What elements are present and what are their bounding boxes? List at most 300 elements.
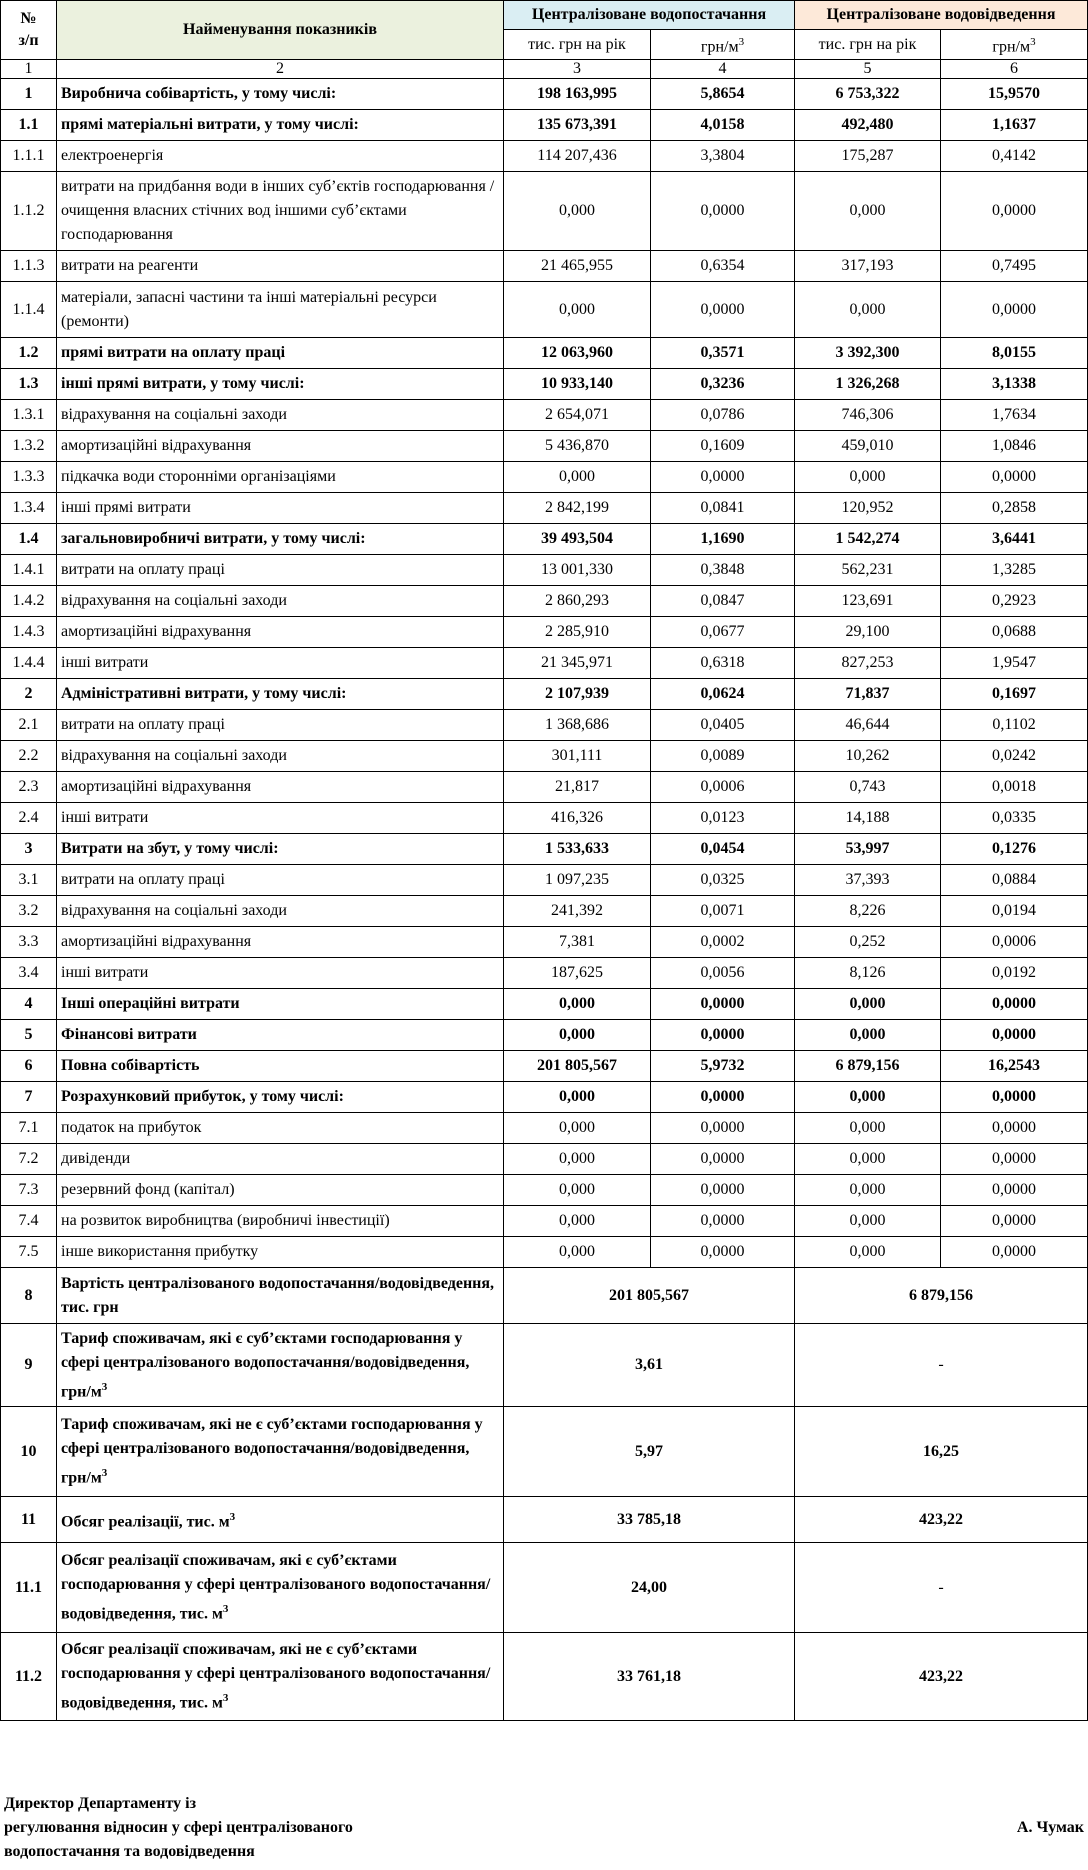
table-row [1, 172, 1088, 251]
row-label [57, 1268, 504, 1324]
ws-total-cell: 0,000 [504, 1082, 651, 1113]
header-wd-unit-total: тис. грн на рік [795, 30, 941, 60]
wd-total-cell: 3 392,300 [795, 338, 941, 369]
row-label: витрати на придбання води в інших суб’єктів господарювання / очищення власних стічних вод іншими суб’єктами господарювання [57, 172, 504, 251]
wd-total-cell: 0,000 [795, 1020, 941, 1051]
ws-total-cell: 135 673,391 [504, 110, 651, 141]
wd-total-cell: 29,100 [795, 617, 941, 648]
table-row [1, 927, 1088, 958]
header-ws-unit-per-m3: грн/$м^3$ [651, 30, 795, 60]
table-row [1, 338, 1088, 369]
wd-total-cell: 0,000 [795, 1237, 941, 1268]
row-number: 7.3 [1, 1175, 57, 1206]
table-row [1, 1206, 1088, 1237]
wd-unit-cell: 0,2923 [941, 586, 1088, 617]
wd-total-cell: 0,000 [795, 172, 941, 251]
wd-total-cell: 10,262 [795, 741, 941, 772]
row-label-text: Вартість централізованого водопостачання/водовідведення, тис. грн [61, 1274, 495, 1316]
wd-total-cell: 71,837 [795, 679, 941, 710]
row-label: амортизаційні відрахування [57, 772, 504, 803]
ws-total-cell: 0,000 [504, 1237, 651, 1268]
table-row [1, 1020, 1088, 1051]
row-number: 11.2 [1, 1633, 57, 1721]
wd-total-cell: 746,306 [795, 400, 941, 431]
summary-row [1, 1324, 1088, 1407]
wd-unit-cell: 0,0000 [941, 462, 1088, 493]
ws-total-cell: 1 533,633 [504, 834, 651, 865]
summary-row [1, 1543, 1088, 1633]
row-label: відрахування на соціальні заходи [57, 400, 504, 431]
ws-merged-cell: 33 785,18 [504, 1497, 795, 1543]
ws-unit-cell: 0,0056 [651, 958, 795, 989]
ws-total-cell: 2 285,910 [504, 617, 651, 648]
table-row [1, 1144, 1088, 1175]
row-number: 3 [1, 834, 57, 865]
ws-total-cell: 21 345,971 [504, 648, 651, 679]
row-number: 1.3.4 [1, 493, 57, 524]
ws-total-cell: 10 933,140 [504, 369, 651, 400]
ws-total-cell: 0,000 [504, 1113, 651, 1144]
wd-unit-cell: 0,2858 [941, 493, 1088, 524]
table-row [1, 648, 1088, 679]
table-row [1, 524, 1088, 555]
row-label: інше використання прибутку [57, 1237, 504, 1268]
row-number: 7.2 [1, 1144, 57, 1175]
wd-unit-cell: 0,0000 [941, 989, 1088, 1020]
ws-unit-cell: 3,3804 [651, 141, 795, 172]
wd-unit-cell: 1,1637 [941, 110, 1088, 141]
row-number: 5 [1, 1020, 57, 1051]
wd-unit-cell: 0,0194 [941, 896, 1088, 927]
wd-total-cell: 0,000 [795, 1175, 941, 1206]
ws-unit-cell: 5,8654 [651, 79, 795, 110]
wd-unit-cell: 8,0155 [941, 338, 1088, 369]
wd-total-cell: 0,743 [795, 772, 941, 803]
row-number: 1.4.3 [1, 617, 57, 648]
ws-merged-cell: 201 805,567 [504, 1268, 795, 1324]
ws-unit-cell: 0,3236 [651, 369, 795, 400]
wd-total-cell: 8,226 [795, 896, 941, 927]
ws-unit-cell: 0,3848 [651, 555, 795, 586]
row-number: 9 [1, 1324, 57, 1407]
ws-total-cell: 7,381 [504, 927, 651, 958]
wd-unit-cell: 3,1338 [941, 369, 1088, 400]
wd-total-cell: 562,231 [795, 555, 941, 586]
wd-merged-cell: - [795, 1543, 1088, 1633]
row-label: витрати на оплату праці [57, 555, 504, 586]
colnum: 6 [941, 60, 1088, 79]
colnum: 5 [795, 60, 941, 79]
ws-unit-cell: 0,1609 [651, 431, 795, 462]
ws-unit-cell: 0,0786 [651, 400, 795, 431]
table-row [1, 282, 1088, 338]
wd-unit-cell: 1,3285 [941, 555, 1088, 586]
column-numbers-row [1, 60, 1088, 79]
wd-total-cell: 0,000 [795, 1144, 941, 1175]
row-number: 3.4 [1, 958, 57, 989]
row-label: Фінансові витрати [57, 1020, 504, 1051]
wd-total-cell: 0,000 [795, 282, 941, 338]
wd-unit-cell: 1,9547 [941, 648, 1088, 679]
wd-total-cell: 0,000 [795, 1082, 941, 1113]
wd-unit-cell: 0,0018 [941, 772, 1088, 803]
row-number: 11 [1, 1497, 57, 1543]
row-label: резервний фонд (капітал) [57, 1175, 504, 1206]
wd-unit-cell: 0,0688 [941, 617, 1088, 648]
unit-superscript: 3 [101, 1380, 108, 1393]
ws-unit-cell: 0,0000 [651, 1082, 795, 1113]
ws-total-cell: 0,000 [504, 1206, 651, 1237]
table-row [1, 400, 1088, 431]
wd-unit-cell: 0,0335 [941, 803, 1088, 834]
ws-unit-cell: 0,0002 [651, 927, 795, 958]
wd-unit-cell: 0,0884 [941, 865, 1088, 896]
ws-unit-cell: 0,0000 [651, 1175, 795, 1206]
ws-total-cell: 13 001,330 [504, 555, 651, 586]
row-label: на розвиток виробництва (виробничі інвестиції) [57, 1206, 504, 1237]
wd-unit-cell: 0,1276 [941, 834, 1088, 865]
unit-superscript: 3 [222, 1603, 229, 1616]
row-label [57, 1324, 504, 1407]
wd-total-cell: 1 326,268 [795, 369, 941, 400]
ws-total-cell: 241,392 [504, 896, 651, 927]
wd-unit-cell: 0,1697 [941, 679, 1088, 710]
ws-unit-cell: 0,0071 [651, 896, 795, 927]
row-label: Розрахунковий прибуток, у тому числі: [57, 1082, 504, 1113]
row-label: інші прямі витрати, у тому числі: [57, 369, 504, 400]
unit-superscript: 3 [229, 1511, 236, 1524]
summary-row [1, 1633, 1088, 1721]
row-label: дивіденди [57, 1144, 504, 1175]
header-name: Найменування показників [57, 1, 504, 60]
row-label-text: Обсяг реалізації споживачам, які не є суб’єктами господарювання у сфері централізованого водопостачання/водовідведення, тис. м [61, 1641, 491, 1712]
ws-total-cell: 12 063,960 [504, 338, 651, 369]
wd-total-cell: 0,000 [795, 1206, 941, 1237]
ws-unit-cell: 1,1690 [651, 524, 795, 555]
ws-unit-cell: 5,9732 [651, 1051, 795, 1082]
wd-total-cell: 6 753,322 [795, 79, 941, 110]
row-number: 2.1 [1, 710, 57, 741]
ws-unit-cell: 0,0454 [651, 834, 795, 865]
wd-unit-cell: 1,0846 [941, 431, 1088, 462]
ws-unit-cell: 0,0000 [651, 989, 795, 1020]
table-row [1, 493, 1088, 524]
colnum: 3 [504, 60, 651, 79]
header-wd-unit-per-m3: грн/$м^3$ [941, 30, 1088, 60]
wd-unit-cell: 0,0192 [941, 958, 1088, 989]
ws-unit-cell: 0,0006 [651, 772, 795, 803]
wd-unit-cell: 0,0000 [941, 1175, 1088, 1206]
table-row [1, 1175, 1088, 1206]
row-label [57, 1497, 504, 1543]
wd-unit-cell: 0,1102 [941, 710, 1088, 741]
table-row [1, 369, 1088, 400]
row-label: амортизаційні відрахування [57, 617, 504, 648]
row-number: 4 [1, 989, 57, 1020]
table-row [1, 79, 1088, 110]
row-label: матеріали, запасні частини та інші матеріальні ресурси (ремонти) [57, 282, 504, 338]
table-row [1, 555, 1088, 586]
wd-total-cell: 123,691 [795, 586, 941, 617]
wd-merged-cell: - [795, 1324, 1088, 1407]
row-number: 1.2 [1, 338, 57, 369]
wd-total-cell: 46,644 [795, 710, 941, 741]
colnum: 2 [57, 60, 504, 79]
row-number: 2.2 [1, 741, 57, 772]
wd-unit-cell: 0,0006 [941, 927, 1088, 958]
row-label: Виробнича собівартість, у тому числі: [57, 79, 504, 110]
row-label: інші прямі витрати [57, 493, 504, 524]
ws-unit-cell: 0,0000 [651, 1113, 795, 1144]
signature-block [4, 1792, 1084, 1864]
table-row [1, 1237, 1088, 1268]
wd-unit-cell: 0,0000 [941, 1082, 1088, 1113]
row-label: прямі витрати на оплату праці [57, 338, 504, 369]
row-label: електроенергія [57, 141, 504, 172]
row-label: Інші операційні витрати [57, 989, 504, 1020]
ws-unit-cell: 0,0405 [651, 710, 795, 741]
row-label: відрахування на соціальні заходи [57, 741, 504, 772]
ws-total-cell: 2 107,939 [504, 679, 651, 710]
row-label: інші витрати [57, 648, 504, 679]
wd-unit-cell: 0,0000 [941, 172, 1088, 251]
wd-total-cell: 8,126 [795, 958, 941, 989]
colnum: 1 [1, 60, 57, 79]
table-row [1, 865, 1088, 896]
wd-unit-cell: 0,0242 [941, 741, 1088, 772]
row-number: 1.4 [1, 524, 57, 555]
row-number: 1.4.4 [1, 648, 57, 679]
table-row [1, 617, 1088, 648]
row-label [57, 1407, 504, 1497]
ws-total-cell: 0,000 [504, 1020, 651, 1051]
wd-unit-cell: 0,0000 [941, 1206, 1088, 1237]
row-number: 11.1 [1, 1543, 57, 1633]
row-label-text: Тариф споживачам, які є суб’єктами господарювання у сфері централізованого водопостачання/водовідведення, грн/м [61, 1329, 470, 1400]
table-row [1, 1051, 1088, 1082]
ws-unit-cell: 0,0624 [651, 679, 795, 710]
table-row [1, 110, 1088, 141]
ws-total-cell: 0,000 [504, 1144, 651, 1175]
ws-unit-cell: 0,0000 [651, 172, 795, 251]
wd-unit-cell: 0,4142 [941, 141, 1088, 172]
row-number: 3.3 [1, 927, 57, 958]
table-row [1, 772, 1088, 803]
unit-superscript: 3 [222, 1692, 229, 1705]
wd-total-cell: 827,253 [795, 648, 941, 679]
ws-unit-cell: 0,0000 [651, 1237, 795, 1268]
wd-total-cell: 14,188 [795, 803, 941, 834]
wd-unit-cell: 0,0000 [941, 282, 1088, 338]
wd-total-cell: 0,000 [795, 1113, 941, 1144]
row-number: 1.1 [1, 110, 57, 141]
wd-merged-cell: 423,22 [795, 1633, 1088, 1721]
row-label: амортизаційні відрахування [57, 431, 504, 462]
row-label: підкачка води сторонніми організаціями [57, 462, 504, 493]
ws-unit-cell: 0,0677 [651, 617, 795, 648]
row-label: Витрати на збут, у тому числі: [57, 834, 504, 865]
row-label: амортизаційні відрахування [57, 927, 504, 958]
ws-unit-cell: 0,0089 [651, 741, 795, 772]
wd-total-cell: 120,952 [795, 493, 941, 524]
ws-total-cell: 2 860,293 [504, 586, 651, 617]
table-row [1, 251, 1088, 282]
ws-total-cell: 2 842,199 [504, 493, 651, 524]
row-label-text: Тариф споживачам, які не є суб’єктами господарювання у сфері централізованого водопостачання/водовідведення, грн/м [61, 1416, 483, 1487]
ws-total-cell: 21 465,955 [504, 251, 651, 282]
ws-unit-cell: 4,0158 [651, 110, 795, 141]
row-label [57, 1543, 504, 1633]
ws-total-cell: 0,000 [504, 282, 651, 338]
ws-unit-cell: 0,6318 [651, 648, 795, 679]
wd-total-cell: 6 879,156 [795, 1051, 941, 1082]
table-row [1, 958, 1088, 989]
ws-unit-cell: 0,0000 [651, 1206, 795, 1237]
row-number: 7 [1, 1082, 57, 1113]
table-row [1, 431, 1088, 462]
summary-row [1, 1268, 1088, 1324]
wd-merged-cell: 423,22 [795, 1497, 1088, 1543]
ws-total-cell: 21,817 [504, 772, 651, 803]
ws-total-cell: 1 368,686 [504, 710, 651, 741]
ws-total-cell: 0,000 [504, 462, 651, 493]
wd-unit-cell: 16,2543 [941, 1051, 1088, 1082]
table-row [1, 1082, 1088, 1113]
signer-name: А. Чумак [1016, 1819, 1084, 1836]
ws-merged-cell: 24,00 [504, 1543, 795, 1633]
ws-total-cell: 39 493,504 [504, 524, 651, 555]
ws-unit-cell: 0,0000 [651, 282, 795, 338]
wd-total-cell: 37,393 [795, 865, 941, 896]
wd-unit-cell: 15,9570 [941, 79, 1088, 110]
wd-total-cell: 0,000 [795, 989, 941, 1020]
wd-total-cell: 0,000 [795, 462, 941, 493]
table-row [1, 834, 1088, 865]
ws-unit-cell: 0,0841 [651, 493, 795, 524]
wd-unit-cell: 3,6441 [941, 524, 1088, 555]
ws-total-cell: 187,625 [504, 958, 651, 989]
row-label: прямі матеріальні витрати, у тому числі: [57, 110, 504, 141]
row-label: Повна собівартість [57, 1051, 504, 1082]
ws-total-cell: 0,000 [504, 172, 651, 251]
unit-superscript: 3 [101, 1467, 108, 1480]
summary-row [1, 1497, 1088, 1543]
ws-unit-cell: 0,0123 [651, 803, 795, 834]
table-row [1, 803, 1088, 834]
row-label-text: Обсяг реалізації споживачам, які є суб’єктами господарювання у сфері централізованого водопостачання/водовідведення, тис. м [61, 1552, 491, 1623]
row-number: 3.1 [1, 865, 57, 896]
table-row [1, 1113, 1088, 1144]
row-number: 1.1.1 [1, 141, 57, 172]
row-number: 1.3.1 [1, 400, 57, 431]
table-row [1, 586, 1088, 617]
ws-total-cell: 5 436,870 [504, 431, 651, 462]
ws-total-cell: 114 207,436 [504, 141, 651, 172]
row-number: 1.3.3 [1, 462, 57, 493]
row-number: 1.3 [1, 369, 57, 400]
row-number: 7.5 [1, 1237, 57, 1268]
table-row [1, 896, 1088, 927]
header-water-supply: Централізоване водопостачання [504, 1, 795, 30]
ws-unit-cell: 0,0000 [651, 1144, 795, 1175]
row-label: відрахування на соціальні заходи [57, 896, 504, 927]
ws-total-cell: 416,326 [504, 803, 651, 834]
row-label: відрахування на соціальні заходи [57, 586, 504, 617]
ws-unit-cell: 0,6354 [651, 251, 795, 282]
wd-merged-cell: 16,25 [795, 1407, 1088, 1497]
ws-total-cell: 201 805,567 [504, 1051, 651, 1082]
table-row [1, 462, 1088, 493]
table-row [1, 989, 1088, 1020]
ws-total-cell: 301,111 [504, 741, 651, 772]
row-label: податок на прибуток [57, 1113, 504, 1144]
ws-unit-cell: 0,0325 [651, 865, 795, 896]
row-number: 1.4.1 [1, 555, 57, 586]
ws-total-cell: 0,000 [504, 989, 651, 1020]
table-row [1, 679, 1088, 710]
ws-merged-cell: 33 761,18 [504, 1633, 795, 1721]
wd-unit-cell: 0,0000 [941, 1144, 1088, 1175]
row-label: витрати на реагенти [57, 251, 504, 282]
row-label: витрати на оплату праці [57, 865, 504, 896]
row-number: 1 [1, 79, 57, 110]
wd-total-cell: 1 542,274 [795, 524, 941, 555]
wd-unit-cell: 1,7634 [941, 400, 1088, 431]
wd-total-cell: 53,997 [795, 834, 941, 865]
row-label-text: Обсяг реалізації, тис. м [61, 1513, 230, 1531]
signer-position: Директор Департаменту із регулювання відносин у сфері централізованого водопостачання та водовідведення [4, 1795, 353, 1860]
ws-merged-cell: 5,97 [504, 1407, 795, 1497]
ws-merged-cell: 3,61 [504, 1324, 795, 1407]
row-number: 7.4 [1, 1206, 57, 1237]
row-label: інші витрати [57, 803, 504, 834]
row-number: 7.1 [1, 1113, 57, 1144]
wd-total-cell: 459,010 [795, 431, 941, 462]
row-number: 1.1.3 [1, 251, 57, 282]
row-number: 3.2 [1, 896, 57, 927]
header-ws-unit-total: тис. грн на рік [504, 30, 651, 60]
ws-total-cell: 198 163,995 [504, 79, 651, 110]
row-number: 6 [1, 1051, 57, 1082]
row-number: 2.3 [1, 772, 57, 803]
row-label: витрати на оплату праці [57, 710, 504, 741]
ws-unit-cell: 0,0847 [651, 586, 795, 617]
row-label [57, 1633, 504, 1721]
wd-total-cell: 175,287 [795, 141, 941, 172]
ws-unit-cell: 0,3571 [651, 338, 795, 369]
header-water-disposal: Централізоване водовідведення [795, 1, 1088, 30]
row-number: 1.1.4 [1, 282, 57, 338]
ws-unit-cell: 0,0000 [651, 462, 795, 493]
header-num: № з/п [1, 1, 57, 60]
ws-total-cell: 1 097,235 [504, 865, 651, 896]
ws-unit-cell: 0,0000 [651, 1020, 795, 1051]
row-number: 10 [1, 1407, 57, 1497]
row-number: 1.3.2 [1, 431, 57, 462]
wd-unit-cell: 0,0000 [941, 1020, 1088, 1051]
wd-total-cell: 317,193 [795, 251, 941, 282]
row-number: 2 [1, 679, 57, 710]
ws-total-cell: 0,000 [504, 1175, 651, 1206]
row-label: інші витрати [57, 958, 504, 989]
ws-total-cell: 2 654,071 [504, 400, 651, 431]
wd-total-cell: 0,252 [795, 927, 941, 958]
row-number: 1.4.2 [1, 586, 57, 617]
wd-unit-cell: 0,0000 [941, 1237, 1088, 1268]
wd-merged-cell: 6 879,156 [795, 1268, 1088, 1324]
wd-unit-cell: 0,7495 [941, 251, 1088, 282]
colnum: 4 [651, 60, 795, 79]
